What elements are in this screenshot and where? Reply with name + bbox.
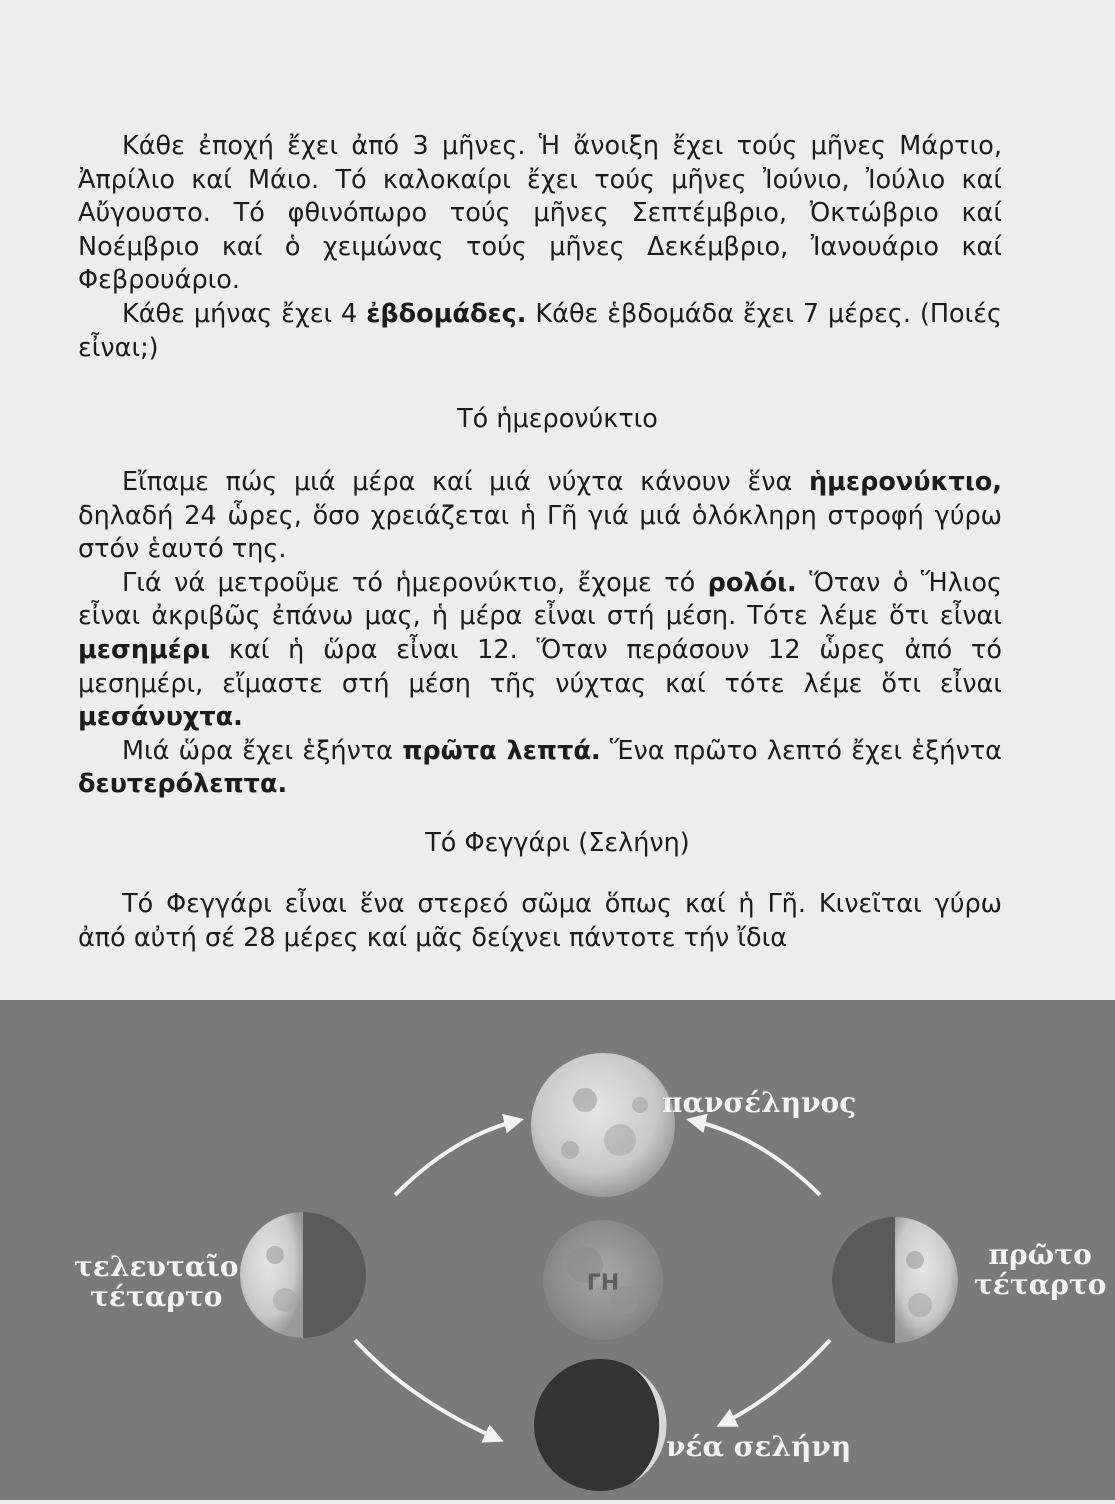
day-night-paragraph-2 [78,567,1002,735]
first-quarter-label [974,1240,1106,1300]
earth-label: ΓΗ [586,1271,620,1296]
dn-bold-5: πρῶτα λεπτά. [402,735,601,766]
moon-text [78,888,1002,955]
last-quarter-label-line2: τέταρτο [90,1280,223,1313]
section-title-moon: Τό Φεγγάρι (Σελήνη) [425,828,690,858]
new-moon-label: νέα σελήνη [666,1430,852,1463]
last-quarter-label-block [74,1252,239,1312]
dn-text-4: Ὅταν ὁ Ἥλιος εἶναι ἀκριβῶς ἐπάνω μας, ἡ μέρα εἶναι στή μέση. Τότε λέμε ὅτι εἶναι [78,567,1002,632]
orbit-arrow-bottom-right [720,1340,830,1425]
intro-text [78,130,1002,365]
dn-text-6: Μιά ὥρα ἔχει ἑξήντα [122,735,403,766]
day-night-paragraph-1 [78,466,1002,567]
full-moon-label: πανσέληνος [662,1086,857,1119]
orbit-arrow-top-right [690,1120,820,1195]
weeks-text-1: Κάθε μήνας ἔχει 4 [122,298,367,329]
weeks-bold-term: ἐβδομάδες. [366,298,527,329]
last-quarter-label-line1: τελευταῖο [74,1250,239,1283]
last-quarter-moon-icon [240,1212,366,1338]
dn-bold-6: δευτερόλεπτα. [78,769,288,800]
orbit-arrow-bottom-left [355,1340,500,1440]
weeks-text-2: Κάθε ἑβδομάδα ἔχει 7 μέρες. (Ποιές εἶναι;) [78,298,1002,363]
dn-bold-2: ρολόι. [707,567,797,598]
day-night-paragraph-3 [78,735,1002,802]
dn-bold-4: μεσάνυχτα. [78,702,243,733]
dn-text-1: Εἴπαμε πώς μιά μέρα καί μιά νύχτα κάνουν ἕνα [122,467,809,497]
dn-bold-1: ἡμερονύκτιο, [808,467,1002,497]
moon-paragraph-1: Τό Φεγγάρι εἶναι ἕνα στερεό σῶμα ὅπως καί ἡ Γῆ. Κινεῖται γύρω ἀπό αὐτή σέ 28 μέρες καί μᾶς δείχνει πάντοτε τήν ἴδια [78,889,1002,953]
dn-text-2: δηλαδή 24 ὧρες, ὅσο χρειάζεται ἡ Γῆ γιά μιά ὁλόκληρη στροφή γύρω στόν ἑαυτό της. [78,500,1002,565]
dn-text-3: Γιά νά μετροῦμε τό ἡμερονύκτιο, ἔχομε τό [122,567,708,598]
full-moon-icon [531,1053,675,1197]
section-title-day-night: Τό ἡμερονύκτιο [457,404,658,434]
dn-bold-3: μεσημέρι [78,634,211,665]
day-night-text [78,466,1002,802]
first-quarter-moon-icon [832,1217,958,1343]
weeks-paragraph [78,298,1002,365]
dn-text-5: καί ἡ ὥρα εἶναι 12. Ὅταν περάσουν 12 ὧρες ἀπό τό μεσημέρι, εἴμαστε στή μέση τῆς νύχτας καί τότε λέμε ὅτι εἶναι [78,634,1002,699]
orbit-arrow-top-left [395,1120,520,1195]
first-quarter-label-line2: τέταρτο [974,1268,1107,1301]
dn-text-7: Ἕνα πρῶτο λεπτό ἔχει ἑξήντα [600,735,1002,766]
earth-icon [543,1220,663,1340]
seasons-paragraph: Κάθε ἐποχή ἔχει ἀπό 3 μῆνες. Ἡ ἄνοιξη ἔχει τούς μῆνες Μάρτιο, Ἀπρίλιο καί Μάιο. Τό καλοκαίρι ἔχει τούς μῆνες Ἰούνιο, Ἰούλιο καί Αὔγουστο. Τό φθινόπωρο τούς μῆνες Σεπτέμβριο, Ὀκτώβριο καί Νοέμβριο καί ὁ χειμώνας τούς μῆνες Δεκέμβριο, Ἰανουάριο καί Φεβρουάριο. [78,131,1002,296]
new-moon-icon [534,1359,667,1491]
first-quarter-label-line1: πρῶτο [988,1238,1092,1271]
